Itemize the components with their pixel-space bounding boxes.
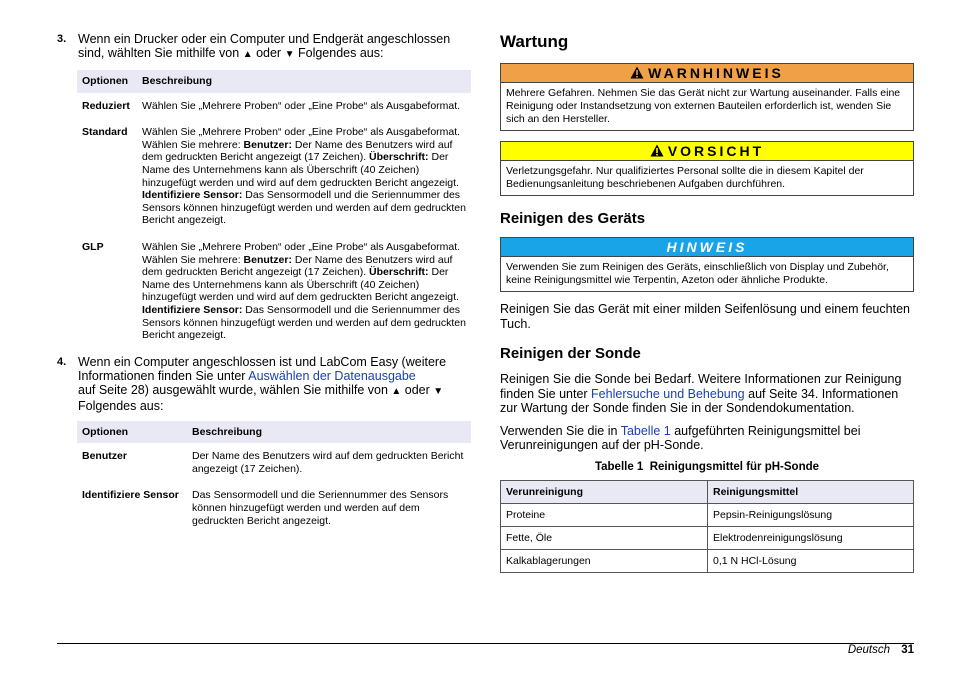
step-number: 4. xyxy=(57,355,67,368)
option-name: GLP xyxy=(82,240,104,253)
link-tabelle-1[interactable]: Tabelle 1 xyxy=(620,423,671,438)
description-text: Der Name des Benutzers wird auf dem gedruckten Bericht angezeigt (17 Zeichen). xyxy=(192,450,464,475)
link-fehlersuche[interactable]: Fehlersuche und Behebung xyxy=(591,386,745,401)
cleaner-cell: Pepsin-Reinigungslösung xyxy=(708,503,914,526)
hint-header: HINWEIS xyxy=(501,238,913,257)
right-column xyxy=(500,32,914,573)
table-row xyxy=(77,443,471,482)
contamination-cell: Proteine xyxy=(501,503,708,526)
option-description xyxy=(137,93,471,120)
warning-header xyxy=(501,64,913,83)
description-text: Der Name des Unternehmens kann als Überschrift (40 Zeichen) hinzugefügt werden und wird auf dem gedruckten Bericht angezeigt. xyxy=(142,266,459,304)
description-text: Wählen Sie „Mehrere Proben“ oder „Eine Probe“ als Ausgabeformat. Wählen Sie mehrere: xyxy=(142,240,461,266)
down-arrow-icon: ▼ xyxy=(433,385,444,397)
caution-text: Verletzungsgefahr. Nur qualifiziertes Personal sollte die in diesem Kapitel der Bedienungsanleitung beschriebenen Aufgaben durchführen. xyxy=(506,165,864,190)
step-text-end: Folgendes aus: xyxy=(297,46,384,60)
table-row xyxy=(501,503,914,526)
cleaning-table xyxy=(500,480,914,573)
warning-triangle-icon xyxy=(630,66,644,79)
table-row xyxy=(77,119,471,234)
table-row xyxy=(77,93,471,120)
paragraph-reinigungsmittel xyxy=(500,424,914,453)
description-text: Wählen Sie „Mehrere Proben“ oder „Eine Probe“ als Ausgabeformat. Wählen Sie mehrere: xyxy=(142,126,461,151)
contamination-cell: Fette, Öle xyxy=(501,526,708,549)
caution-box xyxy=(500,141,914,196)
warning-text: Mehrere Gefahren. Nehmen Sie das Gerät nicht zur Wartung auseinander. Falls eine Reinigung oder Instandsetzung von externen Bauteilen erforderlich ist, wenden Sie sich an den Hersteller. xyxy=(506,87,901,125)
footer-rule xyxy=(57,643,914,644)
step-3 xyxy=(57,32,472,62)
description-text: Das Sensormodell und die Seriennummer des Sensors können hinzugefügt werden und werden auf dem gedruckten Bericht angezeigt. xyxy=(192,489,449,527)
description-text: Wählen Sie „Mehrere Proben“ oder „Eine Probe“ als Ausgabeformat. xyxy=(142,99,461,112)
header-description: Beschreibung xyxy=(187,421,471,444)
cleaner-cell: Elektrodenreinigungslösung xyxy=(708,526,914,549)
table-row xyxy=(501,526,914,549)
section-title: Wartung xyxy=(500,32,569,51)
hint-text: Verwenden Sie zum Reinigen des Geräts, einschließlich von Display und Zubehör, keine Reinigungsmittel wie Terpentin, Azeton oder ähnliche Produkte. xyxy=(506,261,889,286)
options-table-2 xyxy=(77,421,471,535)
paragraph-reinigen-sonde xyxy=(500,372,914,416)
warning-box xyxy=(500,63,914,131)
or-text: oder xyxy=(404,382,430,397)
description-bold: Überschrift: xyxy=(369,266,429,279)
step-text: Wenn ein Drucker oder ein Computer und Endgerät angeschlossen sind, wählten Sie mithilfe von xyxy=(78,32,451,60)
warning-label: WARNHINWEIS xyxy=(648,65,784,81)
description-bold: Überschrift: xyxy=(369,151,429,164)
table-row xyxy=(77,482,471,534)
warning-triangle-icon xyxy=(650,144,664,157)
description-bold: Identifiziere Sensor: xyxy=(142,303,243,316)
heading-reinigen-sonde: Reinigen der Sonde xyxy=(500,345,641,362)
description-text: Das Sensormodell und die Seriennummer des Sensors können hinzugefügt werden und werden auf dem gedruckten Bericht angezeigt. xyxy=(142,189,466,227)
option-description xyxy=(137,119,471,234)
option-description xyxy=(187,443,471,482)
table-row xyxy=(77,234,471,349)
option-name: Identifiziere Sensor xyxy=(82,489,179,502)
hint-box xyxy=(500,237,914,292)
step-text-end: Folgendes aus: xyxy=(78,398,164,413)
table-caption xyxy=(500,461,914,473)
option-name: Standard xyxy=(82,126,128,139)
step-text: Wenn ein Computer angeschlossen ist und LabCom Easy (weitere Informationen finden Sie unter xyxy=(78,354,447,383)
header-options: Optionen xyxy=(77,70,137,93)
header-verunreinigung: Verunreinigung xyxy=(501,480,708,503)
para-text: aufgeführten Reinigungsmittel bei Verunreinigungen auf der pH-Sonde. xyxy=(500,423,861,452)
step-number: 3. xyxy=(57,33,67,45)
header-options: Optionen xyxy=(77,421,187,444)
option-name: Benutzer xyxy=(82,450,127,463)
description-bold: Identifiziere Sensor: xyxy=(142,189,243,202)
up-arrow-icon: ▲ xyxy=(391,385,402,397)
description-bold: Benutzer: xyxy=(243,138,292,151)
step-4 xyxy=(57,355,472,413)
table-row xyxy=(501,549,914,572)
description-text: Der Name des Benutzers wird auf dem gedruckten Bericht angezeigt (17 Zeichen). xyxy=(142,253,453,279)
down-arrow-icon: ▼ xyxy=(284,49,295,60)
or-text: oder xyxy=(256,46,282,60)
description-bold: Benutzer: xyxy=(243,253,292,266)
up-arrow-icon: ▲ xyxy=(242,49,253,60)
caution-label: VORSICHT xyxy=(667,143,765,159)
description-text: Der Name des Benutzers wird auf dem gedruckten Bericht angezeigt (17 Zeichen). xyxy=(142,138,453,164)
step-text-mid: auf Seite 28) ausgewählt wurde, wählen Sie mithilfe von xyxy=(78,382,388,397)
para-text: auf Seite 34. Informationen zur Wartung der Sonde finden Sie in der Sondendokumentation. xyxy=(500,386,899,415)
caution-header xyxy=(501,142,913,161)
option-name: Reduziert xyxy=(82,99,130,112)
option-description xyxy=(187,482,471,534)
header-description: Beschreibung xyxy=(137,70,471,93)
link-auswaehlen-datenausgabe[interactable]: Auswählen der Datenausgabe xyxy=(248,368,416,383)
para-text: Verwenden Sie die in xyxy=(500,423,618,438)
paragraph-reinigen-geraet: Reinigen Sie das Gerät mit einer milden Seifenlösung und einem feuchten Tuch. xyxy=(500,302,910,331)
header-reinigungsmittel: Reinigungsmittel xyxy=(708,480,914,503)
left-column xyxy=(57,32,472,534)
para-text: Reinigen Sie die Sonde bei Bedarf. Weitere Informationen zur Reinigung finden Sie unter xyxy=(500,372,902,401)
options-table-1 xyxy=(77,70,471,349)
page-number: 31 xyxy=(901,644,914,656)
table-caption-number: Tabelle 1 xyxy=(594,460,644,473)
contamination-cell: Kalkablagerungen xyxy=(501,549,708,572)
footer-language: Deutsch xyxy=(847,644,890,656)
table-caption-text: Reinigungsmittel für pH-Sonde xyxy=(649,460,820,473)
footer xyxy=(848,644,914,656)
heading-reinigen-geraet: Reinigen des Geräts xyxy=(500,210,646,227)
description-text: Das Sensormodell und die Seriennummer des Sensors können hinzugefügt werden und werden auf dem gedruckten Bericht angezeigt. xyxy=(142,303,466,342)
option-description xyxy=(137,234,471,349)
cleaner-cell: 0,1 N HCl-Lösung xyxy=(708,549,914,572)
description-text: Der Name des Unternehmens kann als Überschrift (40 Zeichen) hinzugefügt werden und wird auf dem gedruckten Bericht angezeigt. xyxy=(142,151,459,189)
